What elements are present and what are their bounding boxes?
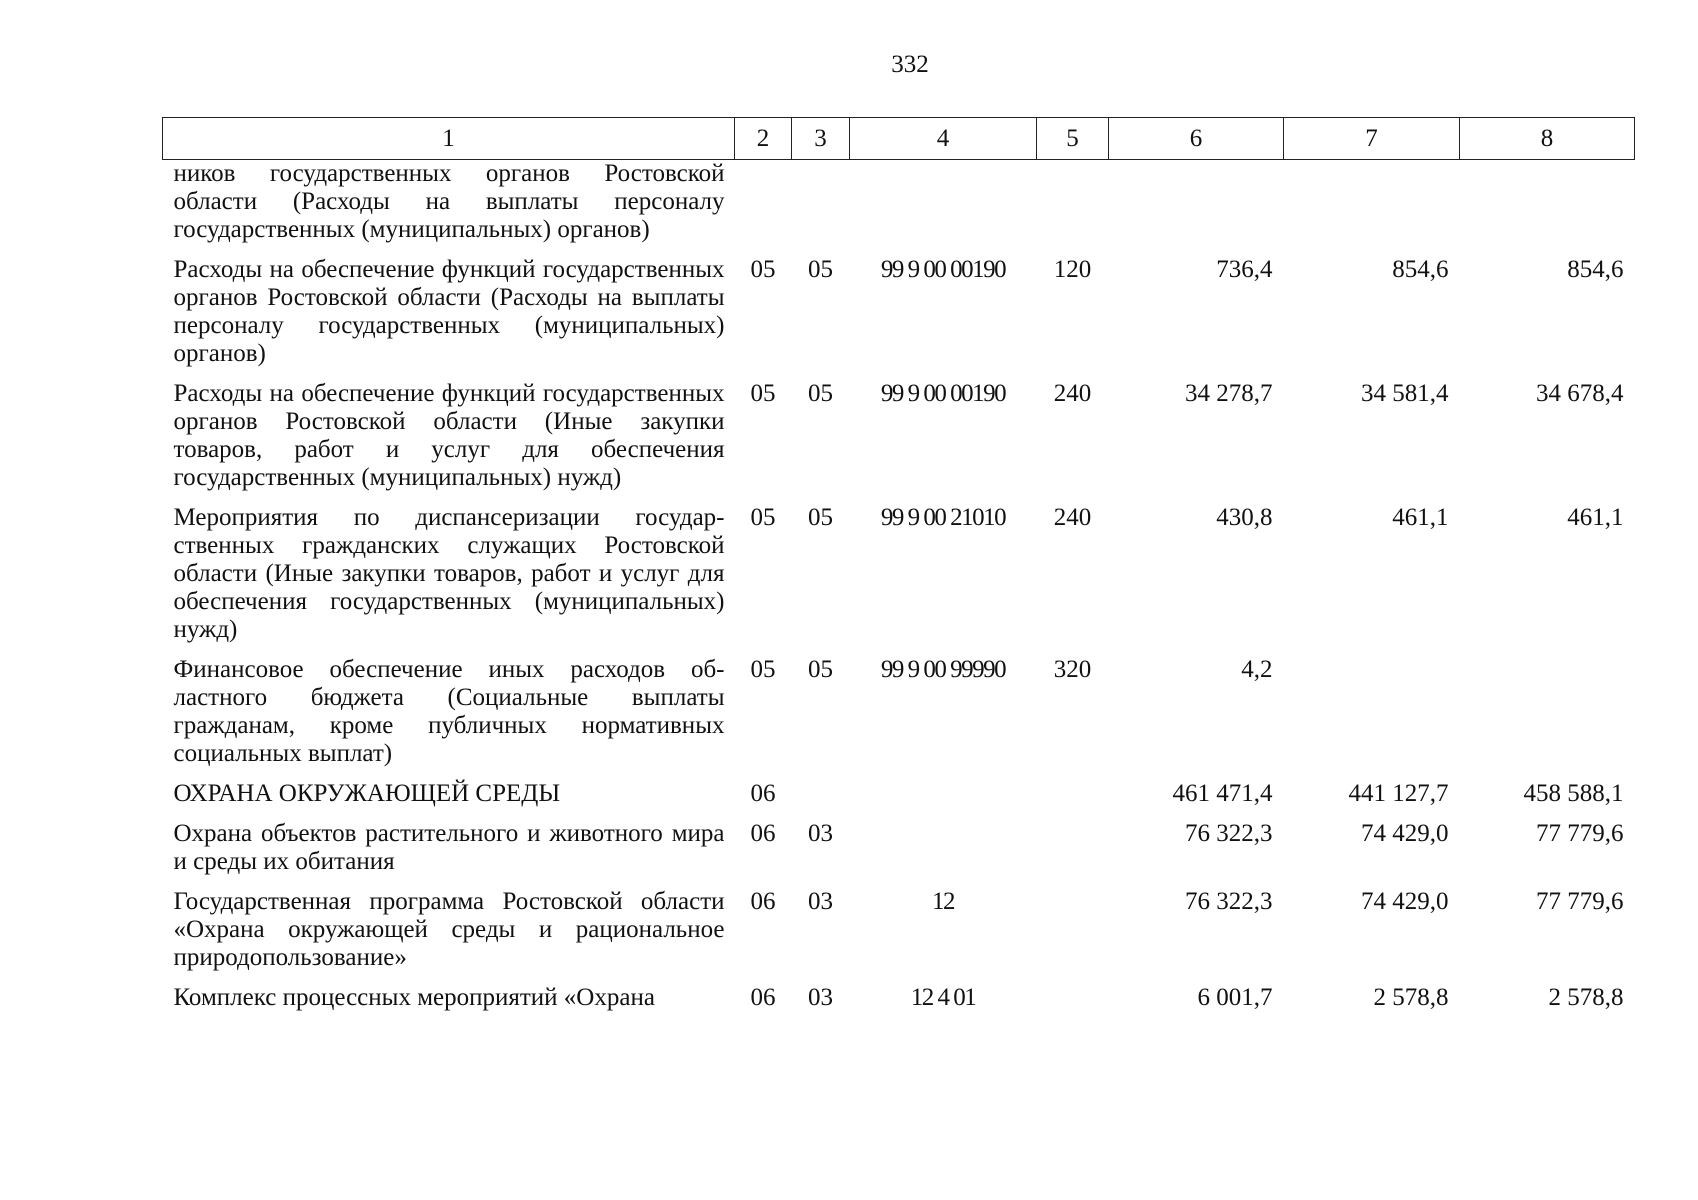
row-expense-type xyxy=(1037,886,1109,982)
row-section: 06 xyxy=(750,820,776,847)
row-description: Государственная программа Ростовской области «Охрана окружающей среды и рациональное природопользование» xyxy=(173,888,725,971)
row-target-article: 99 9 00 99990 xyxy=(880,656,1006,683)
row-subsection: 05 xyxy=(808,656,833,683)
table-header xyxy=(163,118,1635,160)
table-row xyxy=(163,886,1635,982)
row-section xyxy=(735,160,792,255)
row-expense-type: 240 xyxy=(1053,504,1092,531)
row-section: 06 xyxy=(750,984,776,1011)
row-target-article: 12 4 01 xyxy=(910,984,976,1011)
row-amount-year-3: 2 578,8 xyxy=(1548,984,1624,1011)
table-row xyxy=(163,982,1635,1022)
row-section: 05 xyxy=(750,656,776,683)
column-header-1: 1 xyxy=(163,118,735,160)
row-section: 05 xyxy=(750,504,776,531)
table-body xyxy=(163,160,1635,1023)
row-subsection: 05 xyxy=(808,380,833,407)
column-header-4: 4 xyxy=(850,118,1037,160)
row-target-article: 99 9 00 00190 xyxy=(880,380,1006,407)
row-amount-year-2 xyxy=(1284,160,1460,255)
column-header-7: 7 xyxy=(1284,118,1460,160)
table-row xyxy=(163,160,1635,255)
row-target-article xyxy=(850,778,1037,818)
row-amount-year-2: 74 429,0 xyxy=(1361,888,1449,915)
row-amount-year-1: 6 001,7 xyxy=(1197,984,1273,1011)
row-section: 06 xyxy=(750,888,776,915)
row-target-article xyxy=(850,160,1037,255)
row-amount-year-1: 76 322,3 xyxy=(1185,888,1273,915)
row-expense-type: 240 xyxy=(1053,380,1092,407)
row-expense-type xyxy=(1037,818,1109,886)
table-row xyxy=(163,502,1635,654)
table-row xyxy=(163,818,1635,886)
column-header-5: 5 xyxy=(1037,118,1109,160)
row-amount-year-3: 854,6 xyxy=(1567,256,1624,283)
row-amount-year-2 xyxy=(1284,654,1460,778)
row-expense-type xyxy=(1037,778,1109,818)
row-subsection: 03 xyxy=(808,984,833,1011)
row-amount-year-3: 77 779,6 xyxy=(1536,820,1624,847)
row-amount-year-3: 461,1 xyxy=(1567,504,1624,531)
header-row xyxy=(163,118,1635,160)
row-target-article: 99 9 00 21010 xyxy=(880,504,1006,531)
row-subsection: 05 xyxy=(808,256,833,283)
row-expense-type: 120 xyxy=(1053,256,1092,283)
row-amount-year-3 xyxy=(1460,654,1635,778)
row-amount-year-1: 430,8 xyxy=(1216,504,1273,531)
row-subsection xyxy=(792,160,850,255)
row-expense-type xyxy=(1037,982,1109,1022)
row-description: Охрана объектов растительного и животного мира и среды их обитания xyxy=(173,820,725,875)
row-target-article: 12 xyxy=(932,888,954,915)
row-description: Расходы на обеспечение функций государственных органов Ростовской области (Расходы на выплаты персоналу государственных (муниципальных) органов) xyxy=(173,256,725,367)
row-subsection: 03 xyxy=(808,820,833,847)
row-description: Комплекс процессных мероприятий «Охрана xyxy=(173,984,655,1011)
row-expense-type: 320 xyxy=(1053,656,1092,683)
table-row xyxy=(163,378,1635,502)
column-header-3: 3 xyxy=(792,118,850,160)
row-amount-year-2: 461,1 xyxy=(1392,504,1449,531)
row-expense-type xyxy=(1037,160,1109,255)
row-amount-year-3: 458 588,1 xyxy=(1523,780,1624,807)
row-amount-year-3: 34 678,4 xyxy=(1536,380,1624,407)
row-description: Мероприятия по диспансеризации государственных гражданских служащих Ростовской области (Иные закупки товаров, работ и услуг для обеспечения государственных (муниципальных) нужд) xyxy=(173,504,725,643)
row-amount-year-2: 74 429,0 xyxy=(1361,820,1449,847)
row-description: ников государственных органов Ростовской области (Расходы на выплаты персоналу государственных (муниципальных) органов) xyxy=(173,160,725,243)
row-amount-year-1: 34 278,7 xyxy=(1185,380,1273,407)
table-row xyxy=(163,254,1635,378)
table-row xyxy=(163,778,1635,818)
row-amount-year-1: 736,4 xyxy=(1216,256,1273,283)
budget-table xyxy=(162,117,1635,1022)
table-row xyxy=(163,654,1635,778)
row-section: 05 xyxy=(750,380,776,407)
row-subsection: 05 xyxy=(808,504,833,531)
row-subsection xyxy=(792,778,850,818)
column-header-8: 8 xyxy=(1460,118,1635,160)
row-target-article: 99 9 00 00190 xyxy=(880,256,1006,283)
row-target-article xyxy=(850,818,1037,886)
page-number: 332 xyxy=(891,51,929,78)
row-amount-year-2: 2 578,8 xyxy=(1373,984,1449,1011)
row-amount-year-1: 461 471,4 xyxy=(1172,780,1273,807)
row-amount-year-3 xyxy=(1460,160,1635,255)
row-amount-year-2: 34 581,4 xyxy=(1361,380,1449,407)
column-header-2: 2 xyxy=(735,118,792,160)
row-amount-year-1: 76 322,3 xyxy=(1185,820,1273,847)
row-amount-year-1: 4,2 xyxy=(1241,656,1273,683)
row-amount-year-2: 441 127,7 xyxy=(1348,780,1449,807)
row-subsection: 03 xyxy=(808,888,833,915)
row-description: Финансовое обеспечение иных расходов областного бюджета (Социальные выплаты гражданам, кроме публичных нормативных социальных выплат) xyxy=(173,656,725,767)
row-amount-year-3: 77 779,6 xyxy=(1536,888,1624,915)
row-description: Расходы на обеспечение функций государственных органов Ростовской области (Иные закупки товаров, работ и услуг для обеспечения государственных (муниципальных) нужд) xyxy=(173,380,725,491)
row-amount-year-1 xyxy=(1109,160,1284,255)
column-header-6: 6 xyxy=(1109,118,1284,160)
row-description: ОХРАНА ОКРУЖАЮЩЕЙ СРЕДЫ xyxy=(173,780,561,807)
row-amount-year-2: 854,6 xyxy=(1392,256,1449,283)
row-section: 06 xyxy=(750,780,776,807)
row-section: 05 xyxy=(750,256,776,283)
